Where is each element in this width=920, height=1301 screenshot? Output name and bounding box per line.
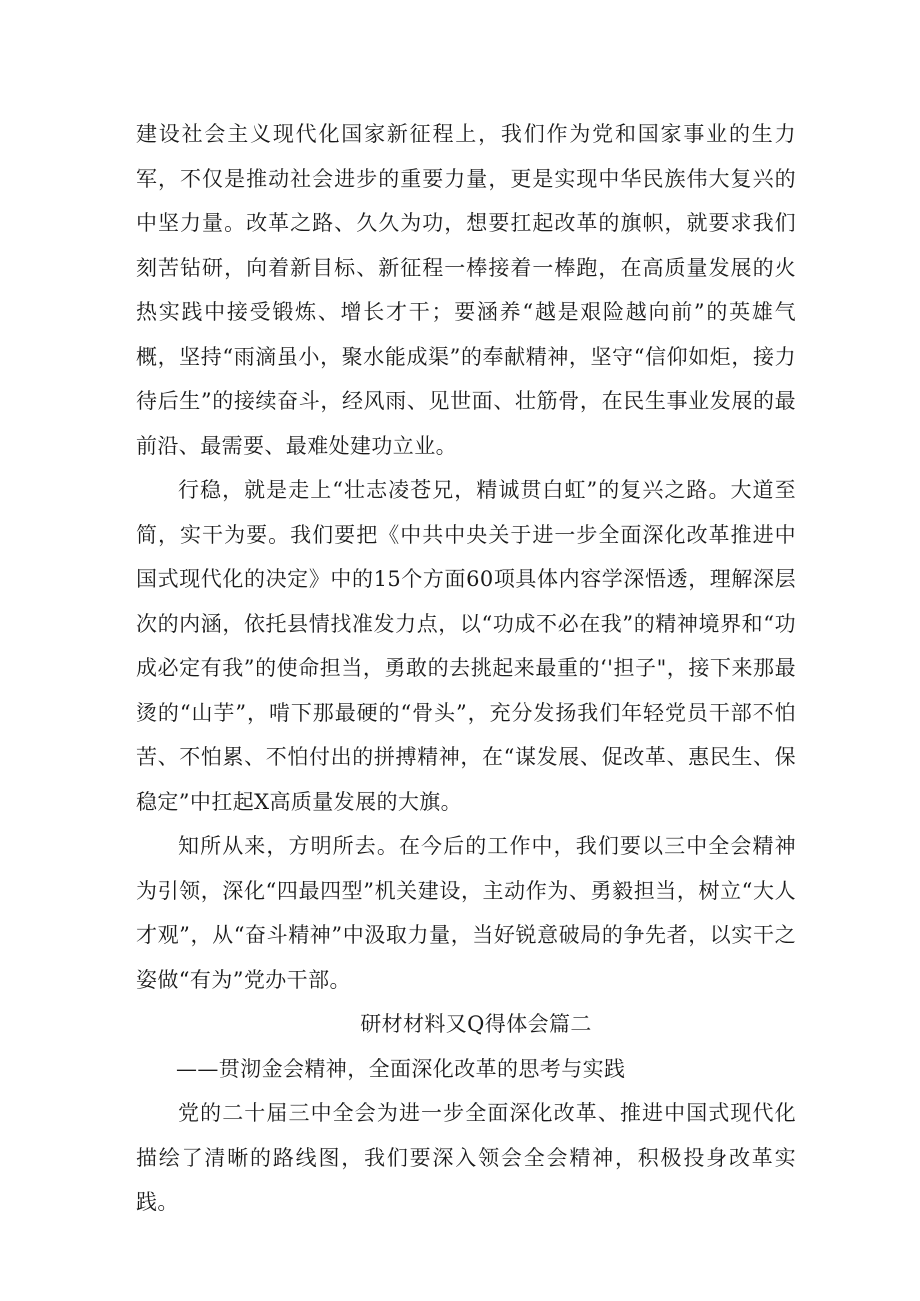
section-heading: 研材材料又Q得体会篇二 <box>360 1012 592 1036</box>
document-body <box>136 112 796 1225</box>
paragraph-1: 建设社会主义现代化国家新征程上，我们作为党和国家事业的生力军，不仅是推动社会进步的重要力量，更是实现中华民族伟大复兴的中坚力量。改革之路、久久为功，想要扛起改革的旗帜，就要求我们刻苦钻研，向着新目标、新征程一棒接着一棒跑，在高质量发展的火热实践中接受锻炼、增长才干；要涵养“越是艰险越向前”的英雄气概，坚持“雨滴虽小，聚水能成渠”的奉献精神，坚守“信仰如炬，接力待后生”的接续奋斗，经风雨、见世面、壮筋骨，在民生事业发展的最前沿、最需要、最难处建功立业。 <box>136 122 796 458</box>
closing-paragraph: 党的二十届三中全会为进一步全面深化改革、推进中国式现代化描绘了清晰的路线图，我们要深入领会全会精神，积极投身改革实践。 <box>136 1101 796 1214</box>
paragraph-3: 知所从来，方明所去。在今后的工作中，我们要以三中全会精神为引领，深化“四最四型”机关建设，主动作为、勇毅担当，树立“大人才观”，从“奋斗精神”中汲取力量，当好锐意破局的争先者，以实干之姿做“有为”党办干部。 <box>136 834 796 992</box>
paragraph-2: 行稳，就是走上“壮志凌苍兄，精诚贯白虹”的复兴之路。大道至简，实干为要。我们要把《中共中央关于进一步全面深化改革推进中国式现代化的决定》中的15个方面60项具体内容学深悟透，理解深层次的内涵，依托县情找准发力点，以“功成不必在我”的精神境界和“功成必定有我”的使命担当，勇敢的去挑起来最重的‘'担子"，接下来那最烫的“山芋”，啃下那最硬的“骨头”，充分发扬我们年轻党员干部不怕苦、不怕累、不怕付出的拼搏精神，在“谋发展、促改革、惠民生、保稳定”中扛起X高质量发展的大旗。 <box>136 478 796 814</box>
section-subheading: ——贯沏金会精神，全面深化改革的思考与实践 <box>176 1056 626 1081</box>
